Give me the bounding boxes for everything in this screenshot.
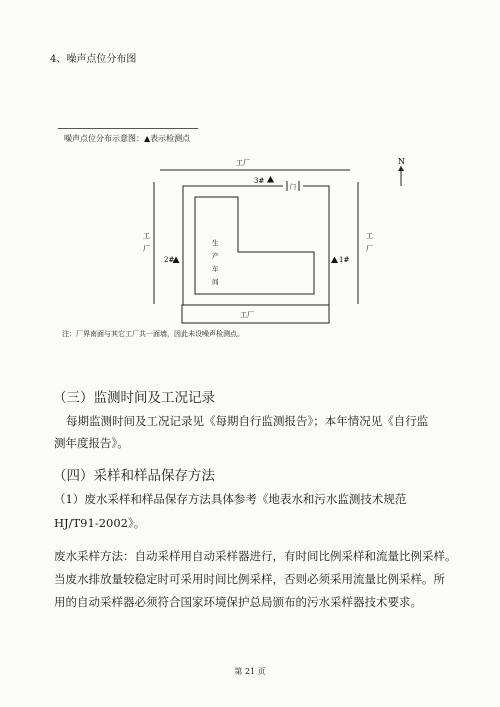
- workshop-char-3: 车: [212, 265, 219, 273]
- point-1-label: 1#: [339, 256, 350, 264]
- north-label: N: [398, 157, 405, 166]
- paragraph-sampling-1-line2: HJ/T91-2002》。: [54, 516, 146, 530]
- paragraph-sampling-2-line2: 当废水排放量较稳定时可采用时间比例采样，否则必须采用流量比例采样。所: [54, 572, 445, 586]
- factory-left-char-1: 工: [143, 232, 150, 240]
- divider: [58, 128, 198, 129]
- plant-boundary: [183, 186, 329, 305]
- noise-point-diagram: [0, 140, 500, 340]
- heading-monitoring-time: （三）监测时间及工况记录: [53, 390, 215, 406]
- factory-right-char-1: 工: [366, 232, 373, 240]
- point-3-label: 3#: [254, 177, 265, 185]
- paragraph-sampling-2-line1: 废水采样方法：自动采样用自动采样器进行，有时间比例采样和流量比例采样。: [54, 549, 457, 563]
- paragraph-monitoring-time-line2: 测年度报告》。: [54, 436, 129, 450]
- factory-bottom-box: [182, 305, 329, 323]
- diagram-caption: 噪声点位分布示意图：▲表示检测点: [64, 134, 191, 143]
- page-number: 第 21 页: [234, 667, 266, 676]
- factory-bottom-label: 工厂: [240, 311, 254, 319]
- factory-top-label: 工厂: [236, 159, 250, 167]
- point-2-label: 2#: [164, 256, 175, 264]
- gate-label: 门: [289, 184, 297, 191]
- paragraph-sampling-2-line3: 用的自动采样器必须符合国家环境保护总局颁布的污水采样器技术要求。: [54, 595, 422, 609]
- point-1-marker: [331, 257, 338, 264]
- heading-sampling: （四）采样和样品保存方法: [53, 468, 215, 484]
- point-3-marker: [267, 176, 274, 183]
- workshop-char-1: 生: [212, 239, 219, 247]
- workshop-char-4: 间: [212, 278, 219, 286]
- diagram-note: 注：厂界南面与其它工厂共一面墙，因此未设噪声检测点。: [62, 330, 244, 338]
- paragraph-sampling-1-line1: （1）废水采样和样品保存方法具体参考《地表水和污水监测技术规范: [54, 492, 407, 506]
- section-heading: 4、噪声点位分布图: [50, 54, 137, 65]
- factory-right-char-2: 厂: [366, 245, 373, 253]
- workshop-char-2: 产: [212, 252, 219, 260]
- factory-left-char-2: 厂: [143, 245, 150, 253]
- paragraph-monitoring-time-line1: 每期监测时间及工况记录见《每期自行监测报告》；本年情况见《自行监: [66, 414, 429, 428]
